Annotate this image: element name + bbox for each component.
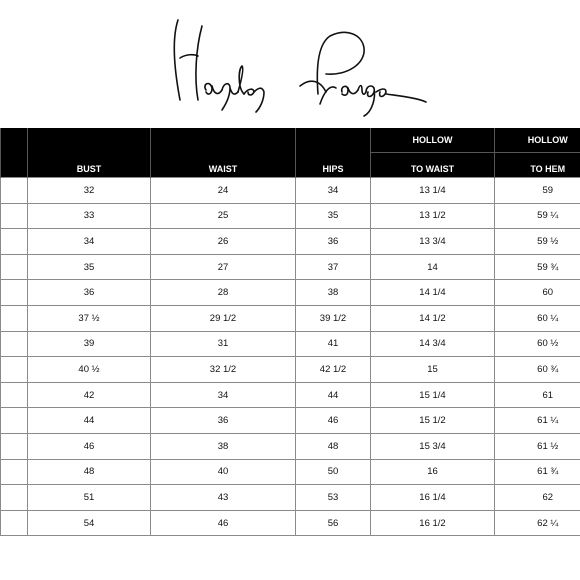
- to-hem-cell: 60 ¼: [495, 305, 580, 331]
- to-hem-cell: 61 ¼: [495, 408, 580, 434]
- waist-cell: 38: [151, 433, 296, 459]
- signature-logo-svg: [150, 8, 430, 118]
- waist-cell: 43: [151, 485, 296, 511]
- hips-cell: 38: [296, 280, 371, 306]
- size-cell: [1, 331, 28, 357]
- to-waist-cell: 15 1/2: [371, 408, 495, 434]
- to-waist-cell: 15 3/4: [371, 433, 495, 459]
- header-hollow-to-hem-top: HOLLOW: [495, 128, 580, 153]
- bust-cell: 37 ½: [28, 305, 151, 331]
- size-cell: [1, 305, 28, 331]
- waist-cell: 32 1/2: [151, 357, 296, 383]
- size-chart-header: [1, 128, 580, 178]
- table-row: [1, 357, 580, 383]
- size-cell: [1, 203, 28, 229]
- size-cell: [1, 485, 28, 511]
- size-cell: [1, 433, 28, 459]
- bust-cell: 36: [28, 280, 151, 306]
- hips-cell: 46: [296, 408, 371, 434]
- table-row: [1, 382, 580, 408]
- header-hips: HIPS: [296, 128, 371, 178]
- to-hem-cell: 61: [495, 382, 580, 408]
- hips-cell: 53: [296, 485, 371, 511]
- to-waist-cell: 15 1/4: [371, 382, 495, 408]
- waist-cell: 29 1/2: [151, 305, 296, 331]
- size-cell: [1, 510, 28, 536]
- hips-cell: 56: [296, 510, 371, 536]
- to-hem-cell: 60 ½: [495, 331, 580, 357]
- table-row: [1, 459, 580, 485]
- to-waist-cell: 16: [371, 459, 495, 485]
- table-row: [1, 433, 580, 459]
- hips-cell: 48: [296, 433, 371, 459]
- size-cell: [1, 178, 28, 204]
- table-row: [1, 408, 580, 434]
- size-chart-table: [0, 128, 580, 536]
- bust-cell: 33: [28, 203, 151, 229]
- to-hem-cell: 59 ¾: [495, 254, 580, 280]
- table-row: [1, 229, 580, 255]
- header-hollow-to-waist-top: HOLLOW: [371, 128, 495, 153]
- brand-logo: [150, 8, 430, 118]
- hips-cell: 35: [296, 203, 371, 229]
- table-row: [1, 178, 580, 204]
- waist-cell: 26: [151, 229, 296, 255]
- bust-cell: 48: [28, 459, 151, 485]
- to-waist-cell: 13 3/4: [371, 229, 495, 255]
- size-cell: [1, 357, 28, 383]
- hips-cell: 42 1/2: [296, 357, 371, 383]
- to-waist-cell: 14: [371, 254, 495, 280]
- bust-cell: 46: [28, 433, 151, 459]
- size-cell: [1, 229, 28, 255]
- to-hem-cell: 62: [495, 485, 580, 511]
- header-hollow-to-waist-bottom: TO WAIST: [371, 153, 495, 178]
- bust-cell: 32: [28, 178, 151, 204]
- hips-cell: 39 1/2: [296, 305, 371, 331]
- size-cell: [1, 459, 28, 485]
- header-size: [1, 128, 28, 178]
- to-waist-cell: 14 1/4: [371, 280, 495, 306]
- bust-cell: 35: [28, 254, 151, 280]
- table-row: [1, 280, 580, 306]
- to-waist-cell: 13 1/2: [371, 203, 495, 229]
- waist-cell: 36: [151, 408, 296, 434]
- hips-cell: 36: [296, 229, 371, 255]
- header-hollow-to-hem-bottom: TO HEM: [495, 153, 580, 178]
- to-waist-cell: 13 1/4: [371, 178, 495, 204]
- bust-cell: 44: [28, 408, 151, 434]
- waist-cell: 46: [151, 510, 296, 536]
- hips-cell: 37: [296, 254, 371, 280]
- hips-cell: 34: [296, 178, 371, 204]
- to-hem-cell: 60: [495, 280, 580, 306]
- table-row: [1, 305, 580, 331]
- waist-cell: 34: [151, 382, 296, 408]
- table-row: [1, 254, 580, 280]
- size-cell: [1, 280, 28, 306]
- to-waist-cell: 16 1/2: [371, 510, 495, 536]
- bust-cell: 51: [28, 485, 151, 511]
- hips-cell: 44: [296, 382, 371, 408]
- to-hem-cell: 59: [495, 178, 580, 204]
- waist-cell: 28: [151, 280, 296, 306]
- size-cell: [1, 408, 28, 434]
- size-chart: [0, 128, 580, 536]
- size-chart-body: [1, 178, 580, 536]
- to-waist-cell: 14 1/2: [371, 305, 495, 331]
- hips-cell: 41: [296, 331, 371, 357]
- bust-cell: 54: [28, 510, 151, 536]
- table-row: [1, 485, 580, 511]
- to-waist-cell: 14 3/4: [371, 331, 495, 357]
- to-waist-cell: 15: [371, 357, 495, 383]
- to-waist-cell: 16 1/4: [371, 485, 495, 511]
- to-hem-cell: 61 ½: [495, 433, 580, 459]
- to-hem-cell: 62 ¼: [495, 510, 580, 536]
- waist-cell: 27: [151, 254, 296, 280]
- table-row: [1, 331, 580, 357]
- header-bust: BUST: [28, 128, 151, 178]
- bust-cell: 39: [28, 331, 151, 357]
- size-cell: [1, 254, 28, 280]
- waist-cell: 24: [151, 178, 296, 204]
- to-hem-cell: 60 ¾: [495, 357, 580, 383]
- bust-cell: 42: [28, 382, 151, 408]
- bust-cell: 34: [28, 229, 151, 255]
- table-row: [1, 203, 580, 229]
- waist-cell: 25: [151, 203, 296, 229]
- bust-cell: 40 ½: [28, 357, 151, 383]
- to-hem-cell: 59 ½: [495, 229, 580, 255]
- size-cell: [1, 382, 28, 408]
- table-row: [1, 510, 580, 536]
- waist-cell: 31: [151, 331, 296, 357]
- header-waist: WAIST: [151, 128, 296, 178]
- to-hem-cell: 59 ¼: [495, 203, 580, 229]
- waist-cell: 40: [151, 459, 296, 485]
- hips-cell: 50: [296, 459, 371, 485]
- to-hem-cell: 61 ¾: [495, 459, 580, 485]
